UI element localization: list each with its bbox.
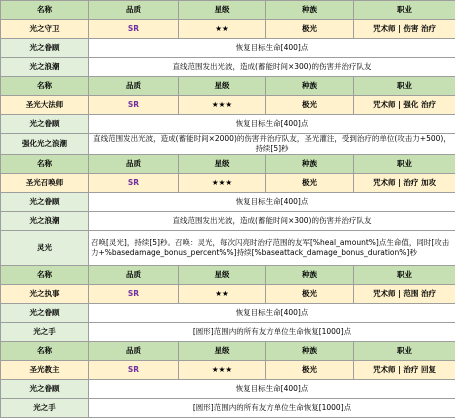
skill-row [1,380,455,399]
header-name: 名称 [1,77,89,96]
skill-description: 直线范围发出光波，造成(蓄能时间×300)的伤害并治疗队友 [89,58,455,77]
skill-name: 光之浪潮 [1,58,89,77]
header-race: 种族 [266,266,354,285]
role-row [1,20,455,39]
skill-row [1,115,455,134]
skill-description: 恢复目标生命[400]点 [89,380,455,399]
role-race: 极光 [266,20,354,39]
role-race: 极光 [266,361,354,380]
skill-name: 光之浪潮 [1,212,89,231]
header-quality: 品质 [89,342,179,361]
header-job: 职业 [354,1,455,20]
skill-row [1,304,455,323]
skill-description: [圆形]范围内的所有友方单位生命恢复[1000]点 [89,323,455,342]
skill-name: 光之眷顾 [1,380,89,399]
skill-name: 光之眷顾 [1,193,89,212]
header-job: 职业 [354,342,455,361]
skill-name: 光之眷顾 [1,39,89,58]
skill-row [1,323,455,342]
table-header-row [1,1,455,20]
header-quality: 品质 [89,266,179,285]
skill-name: 强化光之浪潮 [1,134,89,155]
table-header-row [1,342,455,361]
role-quality: SR [89,96,179,115]
header-stars: 星级 [179,342,266,361]
role-name: 光之执事 [1,285,89,304]
skill-name: 光之手 [1,323,89,342]
header-quality: 品质 [89,1,179,20]
table-body [1,1,455,418]
header-race: 种族 [266,77,354,96]
table-header-row [1,77,455,96]
role-name: 圣光召唤师 [1,174,89,193]
role-stars: ★★★ [179,96,266,115]
skill-row [1,193,455,212]
header-stars: 星级 [179,1,266,20]
header-job: 职业 [354,266,455,285]
skill-description: 恢复目标生命[400]点 [89,193,455,212]
role-stars: ★★★ [179,174,266,193]
header-stars: 星级 [179,266,266,285]
role-row [1,96,455,115]
skill-row [1,399,455,418]
table-header-row [1,266,455,285]
header-name: 名称 [1,266,89,285]
role-quality: SR [89,20,179,39]
role-name: 圣光大法师 [1,96,89,115]
header-name: 名称 [1,155,89,174]
role-stars: ★★ [179,285,266,304]
role-row [1,174,455,193]
role-stars: ★★ [179,20,266,39]
skill-row [1,58,455,77]
skill-description: 恢复目标生命[400]点 [89,304,455,323]
skill-description: 召唤[灵光]，持续[5]秒。召唤：灵光，每次闪亮时治疗范围的友军[%heal_amount%]点生命值，同时[攻击力+%basedamage_bonus_percent%%]持续[%baseattack_damage_bonus_duration%]秒 [89,231,455,266]
role-race: 极光 [266,285,354,304]
skill-row [1,39,455,58]
role-row [1,361,455,380]
skill-description: 恢复目标生命[400]点 [89,39,455,58]
header-race: 种族 [266,342,354,361]
header-name: 名称 [1,1,89,20]
role-quality: SR [89,361,179,380]
role-job: 咒术师 | 范围 治疗 [354,285,455,304]
header-name: 名称 [1,342,89,361]
skill-row [1,212,455,231]
header-race: 种族 [266,155,354,174]
role-quality: SR [89,174,179,193]
role-row [1,285,455,304]
skill-row [1,231,455,266]
header-stars: 星级 [179,77,266,96]
skill-description: 恢复目标生命[400]点 [89,115,455,134]
role-job: 咒术师 | 治疗 回复 [354,361,455,380]
skill-row [1,134,455,155]
skill-description: 直线范围发出光波，造成(蓄能时间×300)的伤害并治疗队友 [89,212,455,231]
role-job: 咒术师 | 强化 治疗 [354,96,455,115]
role-race: 极光 [266,174,354,193]
role-race: 极光 [266,96,354,115]
role-stars: ★★★ [179,361,266,380]
role-job: 咒术师 | 治疗 加攻 [354,174,455,193]
table-header-row [1,155,455,174]
skill-name: 光之眷顾 [1,304,89,323]
header-quality: 品质 [89,155,179,174]
header-job: 职业 [354,77,455,96]
role-name: 光之守卫 [1,20,89,39]
skill-name: 光之手 [1,399,89,418]
role-job: 咒术师 | 伤害 治疗 [354,20,455,39]
skill-description: [圆形]范围内的所有友方单位生命恢复[1000]点 [89,399,455,418]
role-quality: SR [89,285,179,304]
skill-name: 光之眷顾 [1,115,89,134]
skill-name: 灵光 [1,231,89,266]
header-quality: 品质 [89,77,179,96]
skill-description: 直线范围发出光波，造成(蓄能时间×2000)的伤害并治疗队友，圣光灌注，受到治疗的单位(攻击力+500)，持续[5]秒 [89,134,455,155]
header-race: 种族 [266,1,354,20]
header-stars: 星级 [179,155,266,174]
role-name: 圣光教主 [1,361,89,380]
header-job: 职业 [354,155,455,174]
